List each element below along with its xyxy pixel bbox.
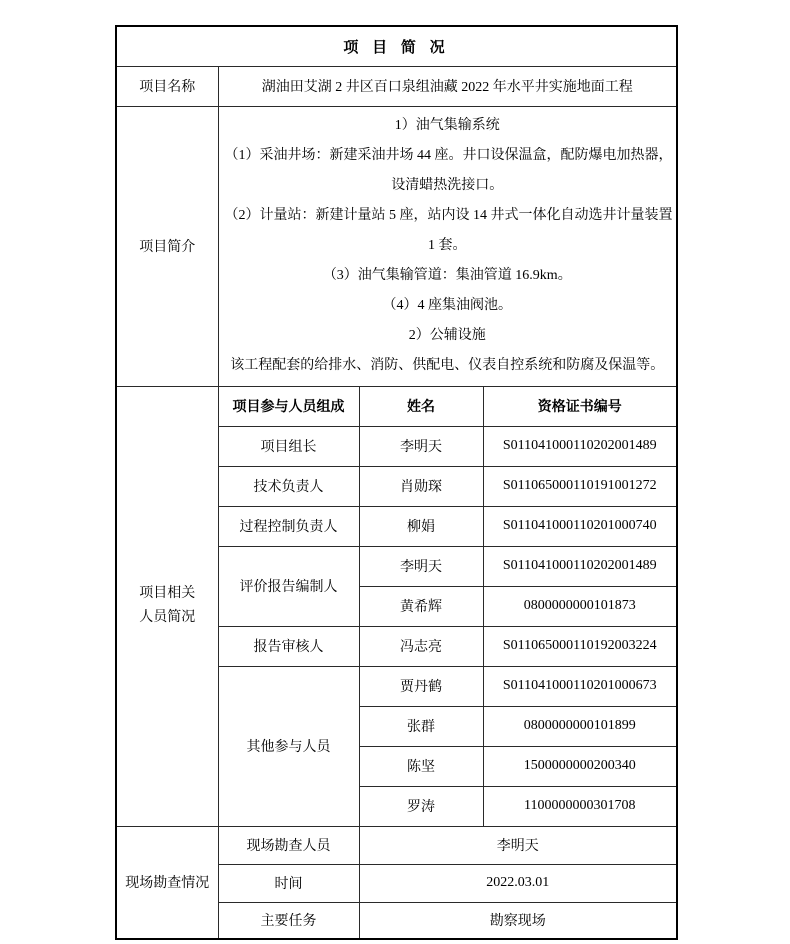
project-intro-content <box>218 106 677 386</box>
personnel-role: 报告审核人 <box>218 626 359 666</box>
intro-line-6: （3）油气集输管道：集油管道 16.9km。 <box>322 268 572 283</box>
survey-row-value: 勘察现场 <box>359 902 677 939</box>
personnel-role: 其他参与人员 <box>218 666 359 826</box>
intro-line-5: 1 套。 <box>428 238 467 253</box>
personnel-name: 黄希辉 <box>359 586 483 626</box>
table-title: 项 目 简 况 <box>116 26 677 66</box>
project-name-value: 湖油田艾湖 2 井区百口泉组油藏 2022 年水平井实施地面工程 <box>218 66 677 106</box>
intro-line-2: （1）采油井场：新建采油井场 44 座。井口设保温盒，配防爆电加热器， <box>224 148 673 163</box>
personnel-role: 项目组长 <box>218 426 359 466</box>
personnel-role: 评价报告编制人 <box>218 546 359 626</box>
survey-row-label: 时间 <box>218 864 359 902</box>
personnel-name: 冯志亮 <box>359 626 483 666</box>
intro-line-4: （2）计量站：新建计量站 5 座，站内设 14 井式一体化自动选井计量装置 <box>224 208 673 223</box>
personnel-header-name: 姓名 <box>359 386 483 426</box>
intro-line-3: 设清蜡热洗接口。 <box>391 178 504 193</box>
intro-line-7: （4）4 座集油阀池。 <box>382 298 512 313</box>
personnel-cert: S011065000110191001272 <box>483 466 677 506</box>
survey-row-value: 李明天 <box>359 826 677 864</box>
personnel-cert: S011041000110202001489 <box>483 426 677 466</box>
personnel-cert: 1100000000301708 <box>483 786 677 826</box>
personnel-cert: S011041000110202001489 <box>483 546 677 586</box>
personnel-section-label-line2: 人员简况 <box>139 610 196 625</box>
personnel-section-label <box>116 386 218 826</box>
personnel-name: 柳娟 <box>359 506 483 546</box>
personnel-cert: 0800000000101873 <box>483 586 677 626</box>
personnel-header-composition: 项目参与人员组成 <box>218 386 359 426</box>
personnel-name: 肖勋琛 <box>359 466 483 506</box>
survey-row-label: 主要任务 <box>218 902 359 939</box>
personnel-role: 技术负责人 <box>218 466 359 506</box>
personnel-cert: S011065000110192003224 <box>483 626 677 666</box>
survey-row-value: 2022.03.01 <box>359 864 677 902</box>
personnel-cert: S011041000110201000673 <box>483 666 677 706</box>
personnel-name: 李明天 <box>359 546 483 586</box>
personnel-role: 过程控制负责人 <box>218 506 359 546</box>
intro-line-1: 1）油气集输系统 <box>394 118 500 133</box>
intro-line-8: 2）公辅设施 <box>408 328 486 343</box>
table-row <box>116 826 677 864</box>
personnel-section-label-line1: 项目相关 <box>139 586 196 601</box>
project-intro-label: 项目简介 <box>116 106 218 386</box>
personnel-name: 罗涛 <box>359 786 483 826</box>
personnel-cert: 0800000000101899 <box>483 706 677 746</box>
personnel-cert: S011041000110201000740 <box>483 506 677 546</box>
personnel-name: 张群 <box>359 706 483 746</box>
personnel-header-cert: 资格证书编号 <box>483 386 677 426</box>
personnel-cert: 1500000000200340 <box>483 746 677 786</box>
survey-row-label: 现场勘查人员 <box>218 826 359 864</box>
personnel-name: 贾丹鹤 <box>359 666 483 706</box>
personnel-name: 李明天 <box>359 426 483 466</box>
project-overview-table <box>115 25 678 940</box>
survey-section-label: 现场勘查情况 <box>116 826 218 939</box>
intro-line-9: 该工程配套的给排水、消防、供配电、仪表自控系统和防腐及保温等。 <box>230 358 665 373</box>
project-name-label: 项目名称 <box>116 66 218 106</box>
personnel-name: 陈坚 <box>359 746 483 786</box>
